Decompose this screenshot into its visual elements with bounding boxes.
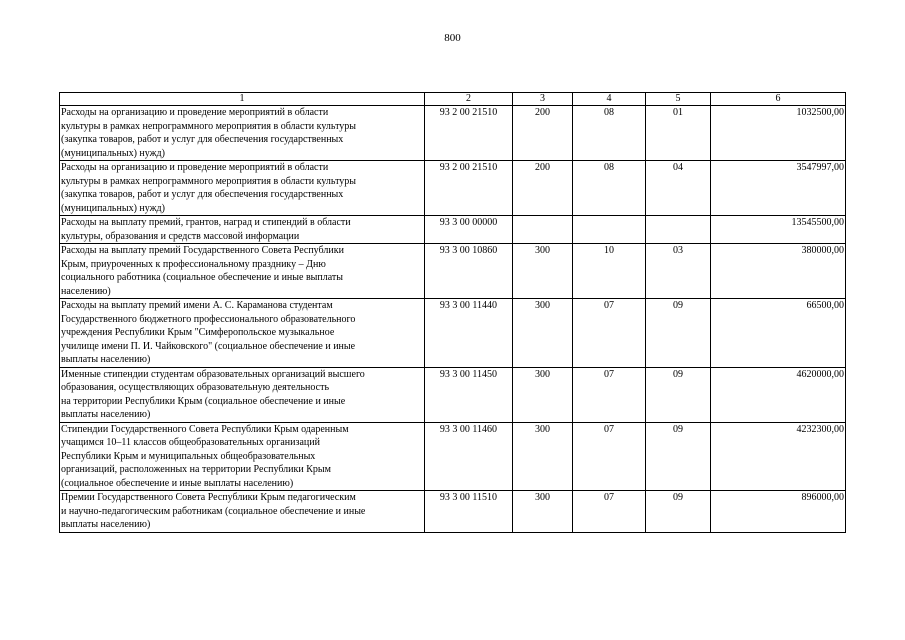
row-col5: 01 bbox=[646, 106, 711, 161]
table-row bbox=[60, 161, 846, 216]
row-description: Премии Государственного Совета Республики Крым педагогическим и научно-педагогическим работникам (социальное обеспечение и иные выплаты населению) bbox=[60, 491, 425, 533]
header-col-1: 1 bbox=[60, 93, 425, 106]
row-col4: 07 bbox=[573, 422, 646, 491]
row-col5: 09 bbox=[646, 367, 711, 422]
row-description: Расходы на выплату премий Государственного Совета Республики Крым, приуроченных к профессиональному празднику – Дню социального работника (социальное обеспечение и иные выплаты населению) bbox=[60, 244, 425, 299]
row-col5: 09 bbox=[646, 299, 711, 368]
row-col5: 04 bbox=[646, 161, 711, 216]
row-code: 93 3 00 11450 bbox=[425, 367, 513, 422]
row-description: Расходы на выплату премий имени А. С. Караманова студентам Государственного бюджетного профессионального образовательного учреждения Республики Крым "Симферопольское музыкальное училище имени П. И. Чайковского" (социальное обеспечение и иные выплаты населению) bbox=[60, 299, 425, 368]
row-col3: 200 bbox=[513, 106, 573, 161]
row-col4: 07 bbox=[573, 299, 646, 368]
row-description: Расходы на организацию и проведение мероприятий в области культуры в рамках непрограммного мероприятия в области культуры (закупка товаров, работ и услуг для обеспечения государственных (муниципальных) нужд) bbox=[60, 161, 425, 216]
row-code: 93 2 00 21510 bbox=[425, 161, 513, 216]
row-code: 93 3 00 11440 bbox=[425, 299, 513, 368]
header-col-5: 5 bbox=[646, 93, 711, 106]
row-col5: 09 bbox=[646, 422, 711, 491]
row-col3 bbox=[513, 216, 573, 244]
header-col-6: 6 bbox=[711, 93, 846, 106]
row-col3: 300 bbox=[513, 299, 573, 368]
row-col3: 300 bbox=[513, 367, 573, 422]
row-col3: 200 bbox=[513, 161, 573, 216]
header-col-2: 2 bbox=[425, 93, 513, 106]
row-amount: 13545500,00 bbox=[711, 216, 846, 244]
row-col4: 07 bbox=[573, 491, 646, 533]
table-row bbox=[60, 299, 846, 368]
row-col3: 300 bbox=[513, 244, 573, 299]
row-col5: 03 bbox=[646, 244, 711, 299]
header-col-4: 4 bbox=[573, 93, 646, 106]
row-amount: 1032500,00 bbox=[711, 106, 846, 161]
table-row bbox=[60, 106, 846, 161]
row-col4: 10 bbox=[573, 244, 646, 299]
row-description: Расходы на организацию и проведение мероприятий в области культуры в рамках непрограммного мероприятия в области культуры (закупка товаров, работ и услуг для обеспечения государственных (муниципальных) нужд) bbox=[60, 106, 425, 161]
row-code: 93 2 00 21510 bbox=[425, 106, 513, 161]
row-code: 93 3 00 11460 bbox=[425, 422, 513, 491]
row-col4: 07 bbox=[573, 367, 646, 422]
row-amount: 380000,00 bbox=[711, 244, 846, 299]
row-code: 93 3 00 00000 bbox=[425, 216, 513, 244]
row-description: Именные стипендии студентам образовательных организаций высшего образования, осуществляющих образовательную деятельность на территории Республики Крым (социальное обеспечение и иные выплаты населению) bbox=[60, 367, 425, 422]
table-row bbox=[60, 422, 846, 491]
table-row bbox=[60, 367, 846, 422]
row-description: Расходы на выплату премий, грантов, наград и стипендий в области культуры, образования и средств массовой информации bbox=[60, 216, 425, 244]
table-row bbox=[60, 491, 846, 533]
header-col-3: 3 bbox=[513, 93, 573, 106]
row-col4: 08 bbox=[573, 161, 646, 216]
table-row bbox=[60, 244, 846, 299]
table-header-row bbox=[60, 93, 846, 106]
table-row bbox=[60, 216, 846, 244]
row-code: 93 3 00 11510 bbox=[425, 491, 513, 533]
budget-table bbox=[59, 92, 846, 533]
row-amount: 896000,00 bbox=[711, 491, 846, 533]
row-col5: 09 bbox=[646, 491, 711, 533]
row-col4 bbox=[573, 216, 646, 244]
row-amount: 4620000,00 bbox=[711, 367, 846, 422]
row-amount: 66500,00 bbox=[711, 299, 846, 368]
row-col4: 08 bbox=[573, 106, 646, 161]
page-number: 800 bbox=[444, 32, 461, 44]
row-col5 bbox=[646, 216, 711, 244]
row-amount: 4232300,00 bbox=[711, 422, 846, 491]
row-col3: 300 bbox=[513, 422, 573, 491]
row-amount: 3547997,00 bbox=[711, 161, 846, 216]
row-col3: 300 bbox=[513, 491, 573, 533]
row-description: Стипендии Государственного Совета Республики Крым одаренным учащимся 10–11 классов общеобразовательных организаций Республики Крым и муниципальных общеобразовательных организаций, расположенных на территории Республики Крым (социальное обеспечение и иные выплаты населению) bbox=[60, 422, 425, 491]
row-code: 93 3 00 10860 bbox=[425, 244, 513, 299]
